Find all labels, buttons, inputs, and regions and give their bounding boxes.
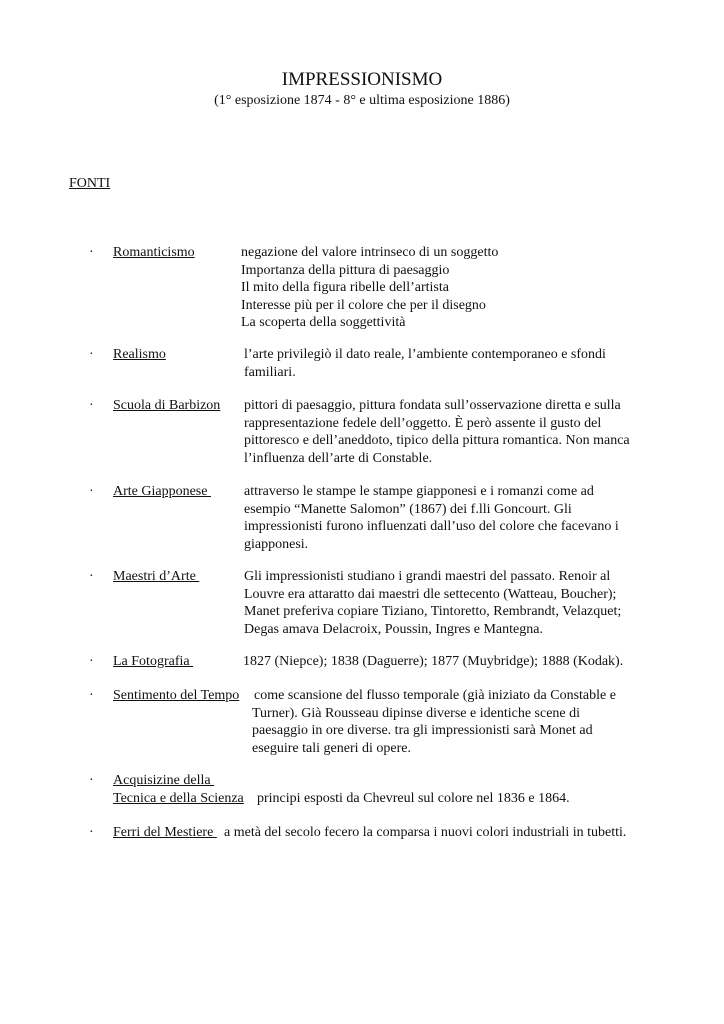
description-line: l’influenza dell’arte di Constable. bbox=[244, 450, 433, 466]
bullet-marker: · bbox=[89, 688, 94, 703]
description-line: familiari. bbox=[244, 364, 296, 380]
description-line: giapponesi. bbox=[244, 536, 309, 552]
item-description bbox=[252, 687, 662, 757]
item-term-line2: Tecnica e della Scienza bbox=[113, 790, 244, 806]
description-line: Manet preferiva copiare Tiziano, Tintoretto, Rembrandt, Velazquet; bbox=[244, 604, 622, 619]
item-term: Scuola di Barbizon bbox=[113, 398, 221, 413]
description-line: pittori di paesaggio, pittura fondata sull’osservazione diretta e sulla bbox=[244, 398, 621, 413]
item-description bbox=[244, 483, 654, 553]
description-line: Il mito della figura ribelle dell’artista bbox=[241, 280, 449, 295]
bullet-marker: · bbox=[89, 569, 94, 584]
description-line: Louvre era attaratto dai maestri dle settecento (Watteau, Boucher); bbox=[244, 586, 617, 602]
description-line: negazione del valore intrinseco di un soggetto bbox=[241, 245, 499, 260]
description-line: La scoperta della soggettività bbox=[241, 315, 406, 330]
description-line: Interesse più per il colore che per il disegno bbox=[241, 297, 486, 313]
description-line: rappresentazione fedele dell’oggetto. È però assente il gusto del bbox=[244, 415, 602, 431]
description-line: impressionisti furono influenzati dall’uso del colore che facevano i bbox=[244, 519, 619, 534]
item-term: Arte Giapponese bbox=[113, 484, 211, 499]
description-line: Degas amava Delacroix, Poussin, Ingres e Mantegna. bbox=[244, 621, 543, 637]
page-subtitle: (1° esposizione 1874 - 8° e ultima esposizione 1886) bbox=[214, 93, 510, 108]
bullet-marker: · bbox=[89, 773, 94, 788]
description-line: eseguire tali generi di opere. bbox=[252, 740, 411, 756]
description-line: come scansione del flusso temporale (già iniziato da Constable e bbox=[254, 688, 616, 703]
item-term: La Fotografia bbox=[113, 654, 194, 669]
item-description bbox=[244, 346, 654, 381]
item-description bbox=[241, 244, 651, 332]
bullet-marker: · bbox=[89, 484, 94, 499]
bullet-marker: · bbox=[89, 654, 94, 669]
bullet-marker: · bbox=[89, 825, 94, 840]
bullet-marker: · bbox=[89, 347, 94, 362]
description-line: a metà del secolo fecero la comparsa i nuovi colori industriali in tubetti. bbox=[224, 825, 627, 840]
item-term: Ferri del Mestiere bbox=[113, 825, 217, 840]
item-term: Romanticismo bbox=[113, 245, 195, 260]
item-term: Maestri d’Arte bbox=[113, 569, 200, 584]
item-description bbox=[244, 568, 654, 638]
description-line: attraverso le stampe le stampe giapponesi e i romanzi come ad bbox=[244, 484, 594, 499]
bullet-marker: · bbox=[89, 245, 94, 260]
item-term: Realismo bbox=[113, 347, 166, 362]
page-title: IMPRESSIONISMO bbox=[281, 69, 443, 90]
item-term: Acquisizine della bbox=[113, 773, 215, 788]
item-term: Sentimento del Tempo bbox=[113, 688, 240, 703]
description-line: Turner). Già Rousseau dipinse diverse e identiche scene di bbox=[252, 705, 581, 721]
item-description bbox=[244, 397, 654, 467]
section-heading-fonti: FONTI bbox=[69, 176, 111, 191]
item-description bbox=[243, 653, 653, 671]
description-line: esempio “Manette Salomon” (1867) dei f.lli Goncourt. Gli bbox=[244, 501, 572, 517]
description-line: Gli impressionisti studiano i grandi maestri del passato. Renoir al bbox=[244, 569, 611, 584]
description-line: paesaggio in ore diverse. tra gli impressionisti sarà Monet ad bbox=[252, 723, 593, 738]
description-line: 1827 (Niepce); 1838 (Daguerre); 1877 (Muybridge); 1888 (Kodak). bbox=[243, 654, 624, 669]
description-line: pittoresco e dell’aneddoto, tipico della pittura romantica. Non manca bbox=[244, 433, 630, 448]
description-line: l’arte privilegiò il dato reale, l’ambiente contemporaneo e sfondi bbox=[244, 347, 606, 362]
description-line: Importanza della pittura di paesaggio bbox=[241, 262, 450, 278]
item-description bbox=[224, 824, 634, 842]
bullet-marker: · bbox=[89, 398, 94, 413]
item-description: principi esposti da Chevreul sul colore nel 1836 e 1864. bbox=[257, 790, 570, 806]
